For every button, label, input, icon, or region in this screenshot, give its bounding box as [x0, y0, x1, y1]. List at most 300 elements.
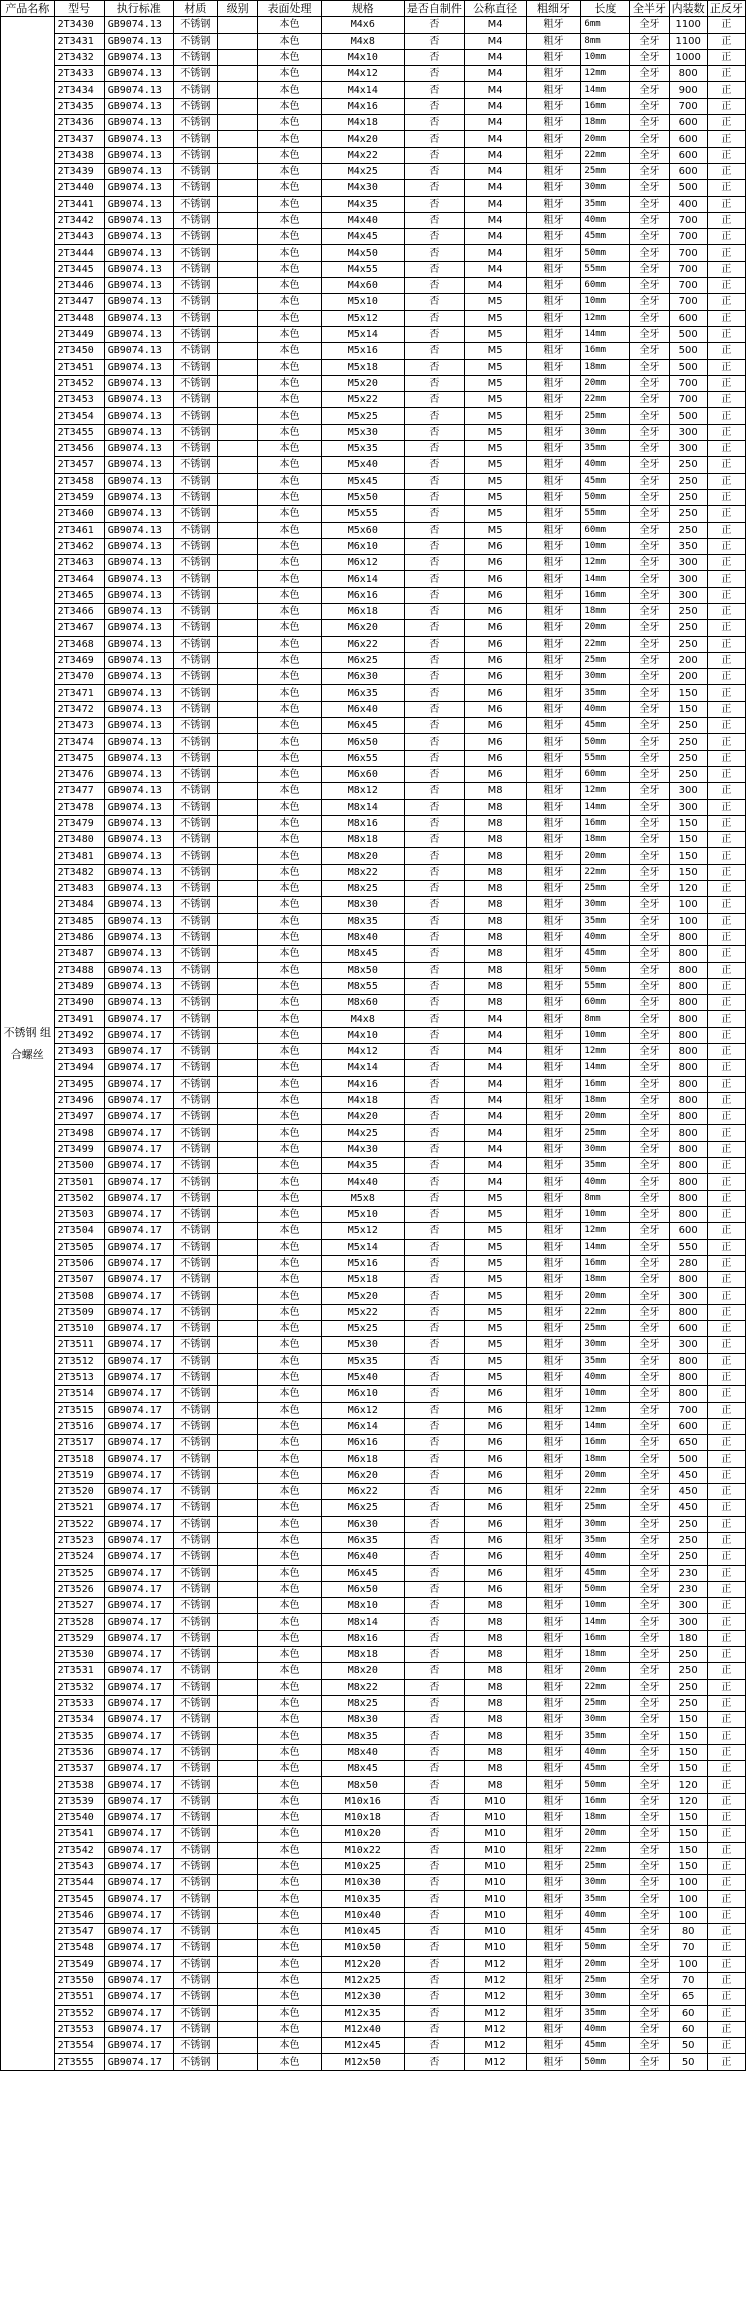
cell-self-made: 否: [405, 473, 465, 489]
cell-length: 18mm: [581, 1451, 630, 1467]
cell-model: 2T3461: [54, 522, 104, 538]
header-thread-type: 全半牙: [630, 1, 669, 17]
table-row: [1, 718, 746, 734]
cell-thread-pitch: 粗牙: [526, 1092, 581, 1108]
cell-diameter: M6: [464, 1500, 526, 1516]
cell-spec: M5x10: [321, 1206, 404, 1222]
cell-standard: GB9074.17: [104, 1549, 173, 1565]
cell-thread-type: 全牙: [630, 1158, 669, 1174]
cell-length: 50mm: [581, 2054, 630, 2070]
cell-thread-type: 全牙: [630, 1646, 669, 1662]
cell-thread-pitch: 粗牙: [526, 538, 581, 554]
cell-thread-pitch: 粗牙: [526, 620, 581, 636]
cell-grade: [217, 1190, 258, 1206]
cell-self-made: 否: [405, 555, 465, 571]
cell-material: 不锈钢: [173, 1924, 217, 1940]
cell-thread-pitch: 粗牙: [526, 294, 581, 310]
cell-length: 10mm: [581, 1027, 630, 1043]
cell-grade: [217, 832, 258, 848]
cell-length: 22mm: [581, 1484, 630, 1500]
cell-thread-pitch: 粗牙: [526, 1435, 581, 1451]
cell-material: 不锈钢: [173, 489, 217, 505]
cell-surface: 本色: [258, 1451, 321, 1467]
cell-surface: 本色: [258, 1989, 321, 2005]
cell-surface: 本色: [258, 392, 321, 408]
cell-diameter: M6: [464, 701, 526, 717]
header-quantity: 内装数: [669, 1, 707, 17]
cell-length: 35mm: [581, 1728, 630, 1744]
cell-material: 不锈钢: [173, 1402, 217, 1418]
cell-standard: GB9074.17: [104, 1418, 173, 1434]
cell-model: 2T3542: [54, 1842, 104, 1858]
cell-diameter: M6: [464, 750, 526, 766]
cell-grade: [217, 1777, 258, 1793]
cell-model: 2T3515: [54, 1402, 104, 1418]
cell-spec: M5x60: [321, 522, 404, 538]
cell-standard: GB9074.13: [104, 815, 173, 831]
cell-spec: M4x16: [321, 98, 404, 114]
cell-spec: M8x55: [321, 978, 404, 994]
cell-surface: 本色: [258, 946, 321, 962]
cell-material: 不锈钢: [173, 1369, 217, 1385]
cell-self-made: 否: [405, 799, 465, 815]
cell-spec: M6x25: [321, 1500, 404, 1516]
table-row: [1, 603, 746, 619]
cell-material: 不锈钢: [173, 1272, 217, 1288]
cell-thread-pitch: 粗牙: [526, 1190, 581, 1206]
cell-quantity: 70: [669, 1940, 707, 1956]
cell-surface: 本色: [258, 1842, 321, 1858]
cell-length: 35mm: [581, 913, 630, 929]
cell-spec: M8x25: [321, 881, 404, 897]
cell-spec: M5x10: [321, 294, 404, 310]
cell-diameter: M6: [464, 587, 526, 603]
cell-thread-type: 全牙: [630, 147, 669, 163]
cell-thread-direction: 正: [707, 718, 745, 734]
cell-thread-pitch: 粗牙: [526, 718, 581, 734]
cell-grade: [217, 1353, 258, 1369]
cell-standard: GB9074.13: [104, 278, 173, 294]
cell-model: 2T3462: [54, 538, 104, 554]
cell-thread-direction: 正: [707, 587, 745, 603]
table-row: [1, 245, 746, 261]
cell-quantity: 250: [669, 522, 707, 538]
cell-material: 不锈钢: [173, 1076, 217, 1092]
cell-material: 不锈钢: [173, 783, 217, 799]
cell-length: 45mm: [581, 1761, 630, 1777]
cell-quantity: 800: [669, 1027, 707, 1043]
cell-surface: 本色: [258, 66, 321, 82]
cell-thread-type: 全牙: [630, 33, 669, 49]
cell-thread-pitch: 粗牙: [526, 1451, 581, 1467]
cell-diameter: M12: [464, 1972, 526, 1988]
table-row: [1, 1875, 746, 1891]
cell-quantity: 700: [669, 278, 707, 294]
cell-grade: [217, 620, 258, 636]
cell-model: 2T3488: [54, 962, 104, 978]
cell-thread-direction: 正: [707, 1858, 745, 1874]
cell-spec: M6x45: [321, 1565, 404, 1581]
cell-material: 不锈钢: [173, 196, 217, 212]
cell-material: 不锈钢: [173, 180, 217, 196]
cell-material: 不锈钢: [173, 1206, 217, 1222]
cell-thread-type: 全牙: [630, 897, 669, 913]
cell-thread-direction: 正: [707, 1679, 745, 1695]
cell-thread-type: 全牙: [630, 49, 669, 65]
cell-spec: M5x20: [321, 1288, 404, 1304]
cell-spec: M8x20: [321, 848, 404, 864]
cell-surface: 本色: [258, 82, 321, 98]
cell-diameter: M8: [464, 946, 526, 962]
cell-diameter: M4: [464, 115, 526, 131]
cell-spec: M6x30: [321, 669, 404, 685]
cell-spec: M6x30: [321, 1516, 404, 1532]
cell-spec: M12x35: [321, 2005, 404, 2021]
cell-grade: [217, 1549, 258, 1565]
cell-standard: GB9074.17: [104, 1826, 173, 1842]
table-row: [1, 1353, 746, 1369]
cell-standard: GB9074.17: [104, 1272, 173, 1288]
cell-standard: GB9074.13: [104, 131, 173, 147]
cell-diameter: M8: [464, 1744, 526, 1760]
cell-standard: GB9074.17: [104, 1125, 173, 1141]
cell-grade: [217, 1744, 258, 1760]
cell-surface: 本色: [258, 147, 321, 163]
cell-thread-direction: 正: [707, 1337, 745, 1353]
cell-model: 2T3555: [54, 2054, 104, 2070]
cell-diameter: M4: [464, 261, 526, 277]
cell-standard: GB9074.17: [104, 2054, 173, 2070]
cell-diameter: M8: [464, 1646, 526, 1662]
cell-length: 30mm: [581, 897, 630, 913]
cell-quantity: 800: [669, 1353, 707, 1369]
cell-thread-direction: 正: [707, 1353, 745, 1369]
cell-thread-pitch: 粗牙: [526, 408, 581, 424]
cell-self-made: 否: [405, 701, 465, 717]
cell-diameter: M8: [464, 897, 526, 913]
cell-diameter: M4: [464, 245, 526, 261]
cell-surface: 本色: [258, 2054, 321, 2070]
cell-quantity: 250: [669, 489, 707, 505]
cell-length: 14mm: [581, 1614, 630, 1630]
cell-thread-type: 全牙: [630, 1565, 669, 1581]
cell-grade: [217, 1321, 258, 1337]
cell-material: 不锈钢: [173, 1549, 217, 1565]
cell-standard: GB9074.13: [104, 946, 173, 962]
cell-grade: [217, 1386, 258, 1402]
cell-material: 不锈钢: [173, 1109, 217, 1125]
cell-grade: [217, 375, 258, 391]
cell-material: 不锈钢: [173, 131, 217, 147]
cell-quantity: 200: [669, 652, 707, 668]
cell-grade: [217, 734, 258, 750]
cell-thread-direction: 正: [707, 864, 745, 880]
cell-spec: M12x30: [321, 1989, 404, 2005]
cell-thread-pitch: 粗牙: [526, 1809, 581, 1825]
cell-thread-direction: 正: [707, 1549, 745, 1565]
cell-quantity: 500: [669, 343, 707, 359]
cell-model: 2T3465: [54, 587, 104, 603]
cell-diameter: M6: [464, 1467, 526, 1483]
cell-diameter: M8: [464, 1598, 526, 1614]
cell-material: 不锈钢: [173, 815, 217, 831]
cell-model: 2T3486: [54, 929, 104, 945]
cell-quantity: 80: [669, 1924, 707, 1940]
cell-thread-type: 全牙: [630, 555, 669, 571]
table-row: [1, 1956, 746, 1972]
cell-material: 不锈钢: [173, 49, 217, 65]
cell-length: 25mm: [581, 1858, 630, 1874]
cell-thread-pitch: 粗牙: [526, 832, 581, 848]
cell-spec: M4x6: [321, 17, 404, 33]
table-row: [1, 946, 746, 962]
cell-thread-pitch: 粗牙: [526, 163, 581, 179]
cell-standard: GB9074.13: [104, 555, 173, 571]
cell-thread-direction: 正: [707, 881, 745, 897]
cell-length: 12mm: [581, 66, 630, 82]
cell-thread-direction: 正: [707, 1174, 745, 1190]
cell-thread-type: 全牙: [630, 1777, 669, 1793]
table-row: [1, 1141, 746, 1157]
cell-standard: GB9074.13: [104, 603, 173, 619]
cell-spec: M5x30: [321, 1337, 404, 1353]
cell-thread-type: 全牙: [630, 1092, 669, 1108]
cell-thread-type: 全牙: [630, 1907, 669, 1923]
cell-spec: M8x25: [321, 1695, 404, 1711]
cell-model: 2T3458: [54, 473, 104, 489]
cell-quantity: 65: [669, 1989, 707, 2005]
cell-quantity: 700: [669, 212, 707, 228]
cell-thread-direction: 正: [707, 913, 745, 929]
cell-thread-type: 全牙: [630, 848, 669, 864]
cell-grade: [217, 1972, 258, 1988]
cell-thread-type: 全牙: [630, 115, 669, 131]
cell-model: 2T3478: [54, 799, 104, 815]
cell-diameter: M6: [464, 1451, 526, 1467]
cell-grade: [217, 82, 258, 98]
cell-surface: 本色: [258, 1125, 321, 1141]
cell-thread-type: 全牙: [630, 1141, 669, 1157]
cell-thread-direction: 正: [707, 1125, 745, 1141]
cell-grade: [217, 1646, 258, 1662]
cell-self-made: 否: [405, 343, 465, 359]
cell-length: 50mm: [581, 962, 630, 978]
cell-length: 22mm: [581, 1679, 630, 1695]
table-row: [1, 1663, 746, 1679]
cell-thread-type: 全牙: [630, 1891, 669, 1907]
cell-self-made: 否: [405, 1695, 465, 1711]
cell-standard: GB9074.17: [104, 1484, 173, 1500]
cell-surface: 本色: [258, 180, 321, 196]
cell-thread-type: 全牙: [630, 473, 669, 489]
cell-diameter: M12: [464, 2054, 526, 2070]
cell-length: 45mm: [581, 2038, 630, 2054]
cell-length: 30mm: [581, 180, 630, 196]
cell-standard: GB9074.13: [104, 766, 173, 782]
cell-diameter: M12: [464, 2038, 526, 2054]
cell-thread-direction: 正: [707, 1418, 745, 1434]
cell-diameter: M5: [464, 1239, 526, 1255]
cell-thread-direction: 正: [707, 294, 745, 310]
table-row: [1, 1565, 746, 1581]
cell-standard: GB9074.13: [104, 636, 173, 652]
cell-material: 不锈钢: [173, 718, 217, 734]
cell-thread-direction: 正: [707, 82, 745, 98]
cell-surface: 本色: [258, 1940, 321, 1956]
cell-surface: 本色: [258, 864, 321, 880]
table-row: [1, 555, 746, 571]
cell-spec: M6x16: [321, 587, 404, 603]
cell-standard: GB9074.17: [104, 1761, 173, 1777]
cell-thread-type: 全牙: [630, 375, 669, 391]
cell-standard: GB9074.17: [104, 1924, 173, 1940]
cell-standard: GB9074.17: [104, 1532, 173, 1548]
cell-thread-direction: 正: [707, 946, 745, 962]
cell-thread-type: 全牙: [630, 1190, 669, 1206]
cell-model: 2T3491: [54, 1011, 104, 1027]
cell-grade: [217, 2021, 258, 2037]
cell-grade: [217, 1695, 258, 1711]
cell-thread-direction: 正: [707, 115, 745, 131]
table-row: [1, 131, 746, 147]
cell-standard: GB9074.13: [104, 685, 173, 701]
cell-standard: GB9074.17: [104, 2038, 173, 2054]
cell-thread-pitch: 粗牙: [526, 1663, 581, 1679]
cell-spec: M4x20: [321, 1109, 404, 1125]
cell-quantity: 50: [669, 2054, 707, 2070]
cell-diameter: M6: [464, 1549, 526, 1565]
cell-standard: GB9074.13: [104, 701, 173, 717]
cell-quantity: 70: [669, 1972, 707, 1988]
cell-self-made: 否: [405, 1451, 465, 1467]
cell-material: 不锈钢: [173, 473, 217, 489]
header-spec: 规格: [321, 1, 404, 17]
cell-grade: [217, 1027, 258, 1043]
cell-quantity: 800: [669, 1076, 707, 1092]
cell-standard: GB9074.13: [104, 897, 173, 913]
cell-self-made: 否: [405, 1581, 465, 1597]
cell-spec: M5x55: [321, 506, 404, 522]
cell-quantity: 700: [669, 261, 707, 277]
cell-length: 22mm: [581, 1842, 630, 1858]
cell-grade: [217, 1158, 258, 1174]
cell-surface: 本色: [258, 310, 321, 326]
cell-spec: M5x14: [321, 1239, 404, 1255]
cell-thread-pitch: 粗牙: [526, 1630, 581, 1646]
cell-grade: [217, 1125, 258, 1141]
cell-grade: [217, 33, 258, 49]
cell-self-made: 否: [405, 881, 465, 897]
cell-thread-type: 全牙: [630, 718, 669, 734]
cell-diameter: M5: [464, 1206, 526, 1222]
cell-self-made: 否: [405, 375, 465, 391]
cell-thread-type: 全牙: [630, 734, 669, 750]
cell-quantity: 800: [669, 962, 707, 978]
cell-model: 2T3487: [54, 946, 104, 962]
cell-quantity: 500: [669, 326, 707, 342]
cell-quantity: 800: [669, 1092, 707, 1108]
cell-thread-direction: 正: [707, 555, 745, 571]
table-row: [1, 1435, 746, 1451]
cell-material: 不锈钢: [173, 1598, 217, 1614]
cell-thread-type: 全牙: [630, 652, 669, 668]
cell-self-made: 否: [405, 1646, 465, 1662]
cell-self-made: 否: [405, 538, 465, 554]
table-row: [1, 1451, 746, 1467]
cell-thread-direction: 正: [707, 1109, 745, 1125]
cell-thread-pitch: 粗牙: [526, 1158, 581, 1174]
cell-diameter: M5: [464, 408, 526, 424]
cell-spec: M6x10: [321, 1386, 404, 1402]
cell-thread-direction: 正: [707, 701, 745, 717]
cell-material: 不锈钢: [173, 506, 217, 522]
cell-grade: [217, 1532, 258, 1548]
cell-diameter: M4: [464, 1109, 526, 1125]
cell-material: 不锈钢: [173, 1451, 217, 1467]
cell-grade: [217, 310, 258, 326]
cell-standard: GB9074.13: [104, 49, 173, 65]
cell-standard: GB9074.13: [104, 98, 173, 114]
cell-surface: 本色: [258, 636, 321, 652]
cell-surface: 本色: [258, 962, 321, 978]
cell-thread-type: 全牙: [630, 864, 669, 880]
cell-quantity: 250: [669, 1549, 707, 1565]
table-row: [1, 1907, 746, 1923]
cell-standard: GB9074.17: [104, 1679, 173, 1695]
cell-diameter: M8: [464, 815, 526, 831]
cell-model: 2T3526: [54, 1581, 104, 1597]
cell-spec: M10x18: [321, 1809, 404, 1825]
cell-grade: [217, 359, 258, 375]
cell-thread-type: 全牙: [630, 245, 669, 261]
table-row: [1, 375, 746, 391]
cell-thread-pitch: 粗牙: [526, 1891, 581, 1907]
cell-thread-direction: 正: [707, 1842, 745, 1858]
cell-diameter: M5: [464, 424, 526, 440]
cell-surface: 本色: [258, 783, 321, 799]
table-row: [1, 147, 746, 163]
cell-diameter: M5: [464, 1255, 526, 1271]
cell-quantity: 60: [669, 2005, 707, 2021]
cell-thread-direction: 正: [707, 750, 745, 766]
cell-standard: GB9074.13: [104, 147, 173, 163]
cell-thread-direction: 正: [707, 441, 745, 457]
cell-surface: 本色: [258, 1206, 321, 1222]
cell-thread-direction: 正: [707, 766, 745, 782]
cell-self-made: 否: [405, 147, 465, 163]
cell-self-made: 否: [405, 1744, 465, 1760]
cell-standard: GB9074.13: [104, 652, 173, 668]
cell-grade: [217, 1875, 258, 1891]
cell-material: 不锈钢: [173, 2021, 217, 2037]
cell-grade: [217, 343, 258, 359]
cell-surface: 本色: [258, 522, 321, 538]
cell-surface: 本色: [258, 1646, 321, 1662]
cell-thread-pitch: 粗牙: [526, 1484, 581, 1500]
cell-thread-type: 全牙: [630, 799, 669, 815]
cell-standard: GB9074.13: [104, 229, 173, 245]
cell-thread-direction: 正: [707, 375, 745, 391]
cell-thread-pitch: 粗牙: [526, 587, 581, 603]
cell-standard: GB9074.13: [104, 392, 173, 408]
cell-spec: M10x16: [321, 1793, 404, 1809]
cell-material: 不锈钢: [173, 1826, 217, 1842]
cell-spec: M12x45: [321, 2038, 404, 2054]
cell-thread-pitch: 粗牙: [526, 1565, 581, 1581]
cell-material: 不锈钢: [173, 1532, 217, 1548]
cell-self-made: 否: [405, 1777, 465, 1793]
cell-self-made: 否: [405, 2054, 465, 2070]
